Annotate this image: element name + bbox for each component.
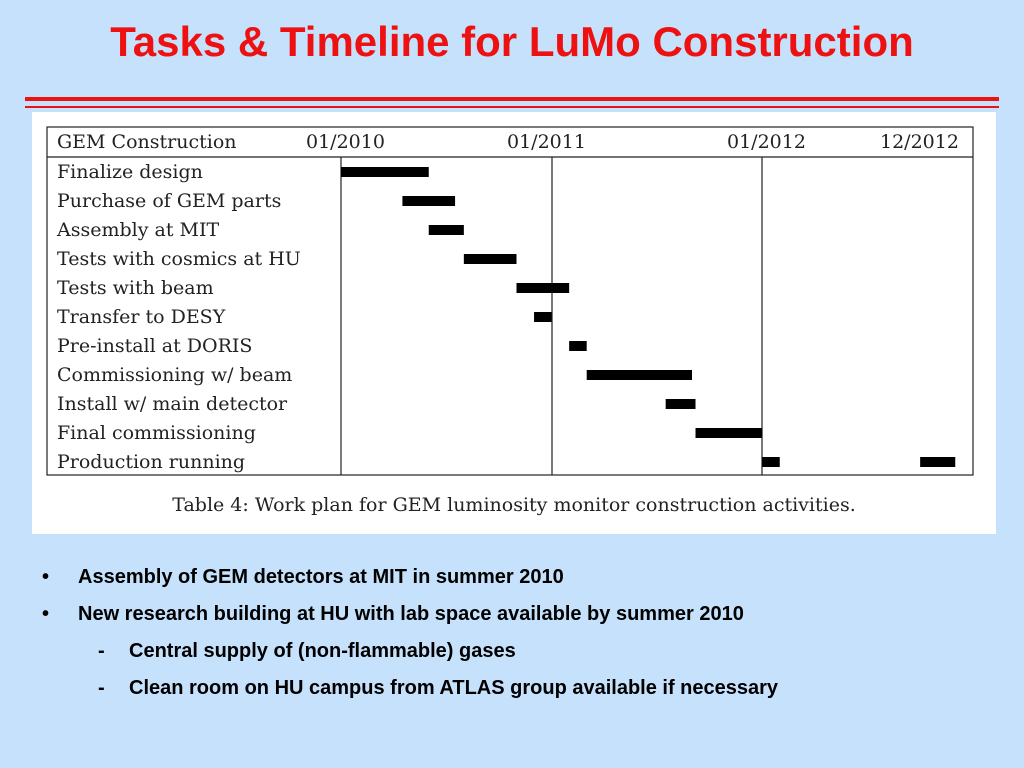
task-bar	[402, 196, 455, 206]
sub-bullet-text: Clean room on HU campus from ATLAS group available if necessary	[129, 677, 779, 699]
task-label: Assembly at MIT	[57, 219, 220, 241]
task-labels	[56, 161, 301, 473]
date-header: 01/2010	[306, 131, 385, 153]
title-rule-thin	[25, 106, 999, 108]
task-bar	[534, 312, 552, 322]
work-plan-table	[32, 112, 996, 534]
task-label: Install w/ main detector	[57, 393, 288, 415]
task-label: Pre-install at DORIS	[57, 335, 253, 357]
task-bar	[569, 341, 587, 351]
task-bar	[587, 370, 692, 380]
task-label: Tests with cosmics at HU	[57, 248, 301, 270]
table-caption: Table 4: Work plan for GEM luminosity monitor construction activities.	[172, 494, 856, 516]
task-bar	[517, 283, 570, 293]
sub-bullet-item	[42, 674, 1002, 711]
bullet-text: New research building at HU with lab space available by summer 2010	[78, 603, 744, 625]
date-header: 12/2012	[880, 131, 959, 153]
bullet-marker: •	[42, 603, 50, 625]
task-label: Final commissioning	[57, 422, 256, 444]
bullet-item	[42, 600, 1002, 637]
bullet-list	[42, 563, 1002, 711]
task-bar	[341, 167, 429, 177]
gantt-chart	[32, 112, 996, 492]
sub-bullet-text: Central supply of (non-flammable) gases	[129, 640, 516, 662]
task-label: Commissioning w/ beam	[57, 364, 293, 386]
bullet-item	[42, 563, 1002, 600]
task-label: Transfer to DESY	[57, 306, 226, 328]
task-label: Finalize design	[57, 161, 203, 183]
task-bar	[464, 254, 517, 264]
corner-header: GEM Construction	[57, 131, 237, 153]
task-bars	[341, 167, 955, 467]
task-label: Production running	[57, 451, 246, 473]
task-label: Tests with beam	[57, 277, 214, 299]
task-bar	[920, 457, 955, 467]
date-header: 01/2012	[727, 131, 806, 153]
date-header: 01/2011	[507, 131, 586, 153]
sub-bullet-marker: -	[98, 640, 105, 662]
sub-bullet-item	[42, 637, 1002, 674]
task-bar	[762, 457, 780, 467]
task-bar	[666, 399, 696, 409]
bullet-marker: •	[42, 566, 50, 588]
task-bar	[429, 225, 464, 235]
title-rule-thick	[25, 97, 999, 101]
bullet-text: Assembly of GEM detectors at MIT in summer 2010	[78, 566, 564, 588]
task-bar	[696, 428, 763, 438]
task-label: Purchase of GEM parts	[57, 190, 282, 212]
table-header	[57, 131, 959, 153]
sub-bullet-marker: -	[98, 677, 105, 699]
slide-title: Tasks & Timeline for LuMo Construction	[110, 18, 914, 65]
